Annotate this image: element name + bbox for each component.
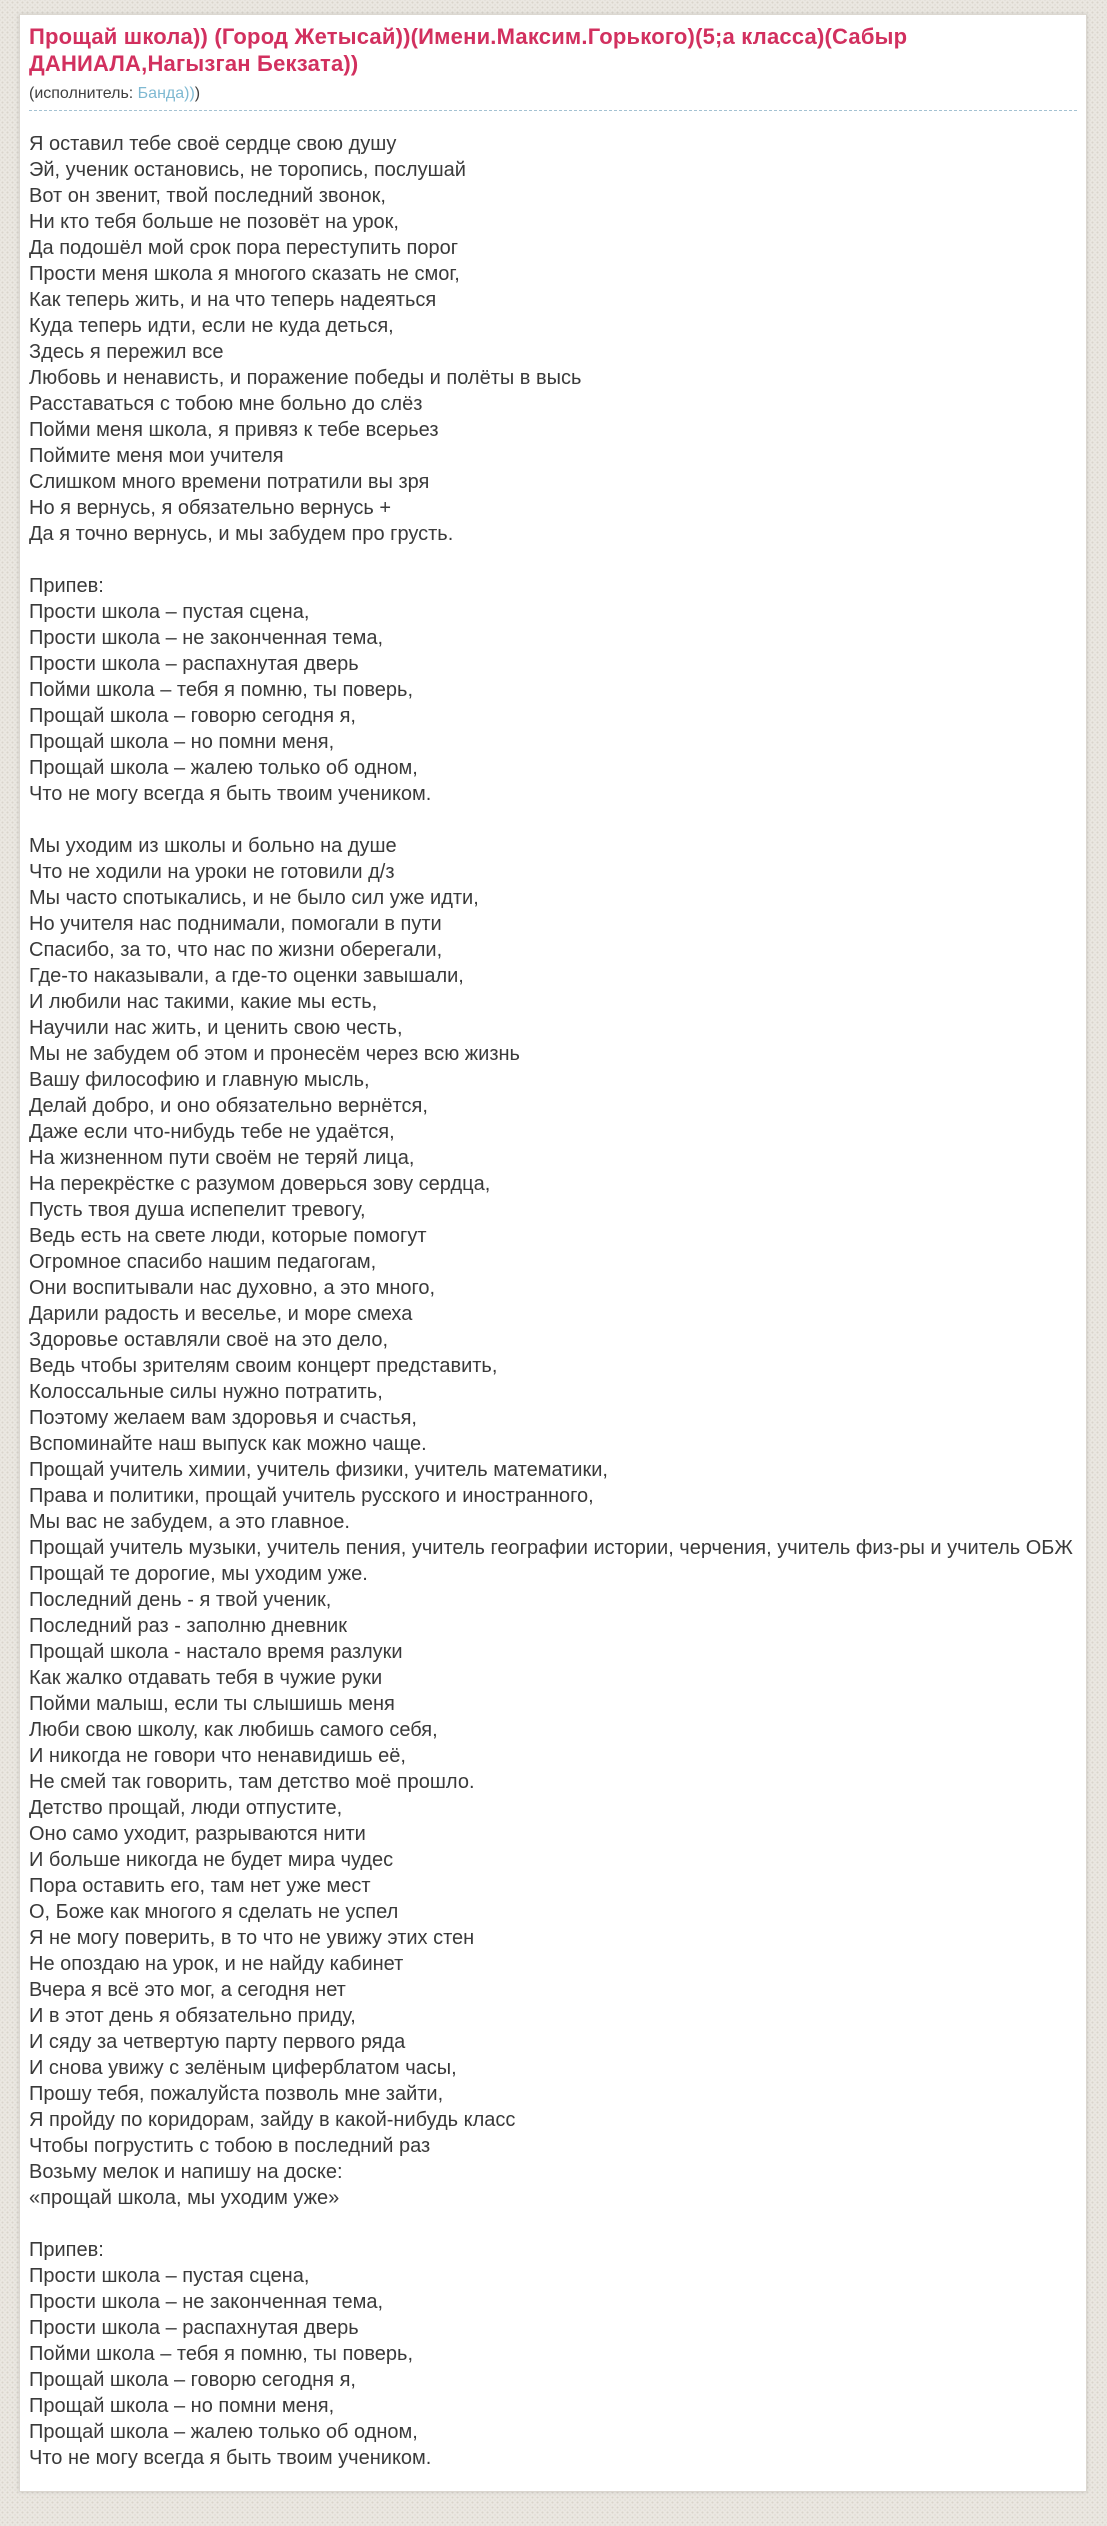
lyric-line: Не опоздаю на урок, и не найду кабинет [29, 1953, 404, 1975]
lyric-line: Спасибо, за то, что нас по жизни оберегали, [29, 939, 443, 961]
lyric-line: Прощай школа – говорю сегодня я, [29, 2369, 356, 2391]
lyric-line: И никогда не говори что ненавидишь её, [29, 1745, 406, 1767]
lyric-line: Прощай школа – говорю сегодня я, [29, 705, 356, 727]
lyric-line: Мы не забудем об этом и пронесём через всю жизнь [29, 1043, 520, 1065]
lyric-line: Пойми школа – тебя я помню, ты поверь, [29, 679, 414, 701]
lyric-line: Колоссальные силы нужно потратить, [29, 1381, 383, 1403]
lyric-line: Прощай школа – жалею только об одном, [29, 2421, 418, 2443]
lyric-line: И в этот день я обязательно приду, [29, 2005, 356, 2027]
lyric-line: Пойми меня школа, я привяз к тебе всерьез [29, 419, 439, 441]
lyric-line: Мы вас не забудем, а это главное. [29, 1511, 350, 1533]
lyric-line: Что не могу всегда я быть твоим учеником. [29, 783, 432, 805]
lyric-line: Поэтому желаем вам здоровья и счастья, [29, 1407, 417, 1429]
lyric-line: Прости меня школа я многого сказать не смог, [29, 263, 460, 285]
page-title: Прощай школа)) (Город Жетысай))(Имени.Максим.Горького)(5;а класса)(Сабыр ДАНИАЛА,Нагызган Бекзата)) [29, 24, 908, 76]
lyric-line: Прощай школа - настало время разлуки [29, 1641, 403, 1663]
lyric-line: Я не могу поверить, в то что не увижу этих стен [29, 1927, 475, 1949]
lyric-line: Я оставил тебе своё сердце свою душу [29, 133, 397, 155]
lyric-line: Научили нас жить, и ценить свою честь, [29, 1017, 403, 1039]
lyric-line: Прости школа – распахнутая дверь [29, 653, 359, 675]
lyric-line: Припев: [29, 2239, 104, 2261]
lyric-line: Вашу философию и главную мысль, [29, 1069, 370, 1091]
lyric-line: Ни кто тебя больше не позовёт на урок, [29, 211, 399, 233]
lyric-line: Что не могу всегда я быть твоим учеником. [29, 2447, 432, 2469]
lyric-line: Детство прощай, люди отпустите, [29, 1797, 343, 1819]
lyric-line: Не смей так говорить, там детство моё прошло. [29, 1771, 475, 1793]
lyric-line: Люби свою школу, как любишь самого себя, [29, 1719, 438, 1741]
lyric-line: Прощай учитель химии, учитель физики, учитель математики, [29, 1459, 608, 1481]
lyric-line: Пойми малыш, если ты слышишь меня [29, 1693, 395, 1715]
lyric-line: Поймите меня мои учителя [29, 445, 284, 467]
lyric-line: Они воспитывали нас духовно, а это много, [29, 1277, 436, 1299]
lyric-line: Прощай школа – но помни меня, [29, 2395, 335, 2417]
lyric-line: Прости школа – пустая сцена, [29, 2265, 310, 2287]
lyric-line: Где-то наказывали, а где-то оценки завышали, [29, 965, 464, 987]
lyric-line: Но учителя нас поднимали, помогали в пути [29, 913, 442, 935]
lyric-line [29, 807, 1077, 833]
lyric-line: Ведь есть на свете люди, которые помогут [29, 1225, 427, 1247]
lyrics-card [19, 14, 1087, 2492]
lyric-line: Прошу тебя, пожалуйста позволь мне зайти, [29, 2083, 444, 2105]
lyric-line: Последний раз - заполню дневник [29, 1615, 347, 1637]
lyric-line: Вчера я всё это мог, а сегодня нет [29, 1979, 346, 2001]
lyric-line: Расставаться с тобою мне больно до слёз [29, 393, 423, 415]
lyric-line: Последний день - я твой ученик, [29, 1589, 332, 1611]
lyric-line: Чтобы погрустить с тобою в последний раз [29, 2135, 431, 2157]
lyric-line: Права и политики, прощай учитель русского и иностранного, [29, 1485, 594, 1507]
lyric-line: Да я точно вернусь, и мы забудем про грусть. [29, 523, 454, 545]
lyric-line: Пусть твоя душа испепелит тревогу, [29, 1199, 366, 1221]
lyric-line: Делай добро, и оно обязательно вернётся, [29, 1095, 428, 1117]
lyric-line: Прощай школа – но помни меня, [29, 731, 335, 753]
lyric-line: Мы уходим из школы и больно на душе [29, 835, 397, 857]
lyric-line: Огромное спасибо нашим педагогам, [29, 1251, 377, 1273]
lyric-line: Что не ходили на уроки не готовили д/з [29, 861, 395, 883]
lyric-line: Вспоминайте наш выпуск как можно чаще. [29, 1433, 427, 1455]
lyric-line: Как теперь жить, и на что теперь надеяться [29, 289, 437, 311]
lyric-line: Ведь чтобы зрителям своим концерт представить, [29, 1355, 498, 1377]
lyric-line: И больше никогда не будет мира чудес [29, 1849, 394, 1871]
lyric-line: Но я вернусь, я обязательно вернусь + [29, 497, 392, 519]
lyric-line: О, Боже как многого я сделать не успел [29, 1901, 399, 1923]
lyric-line: Да подошёл мой срок пора переступить порог [29, 237, 459, 259]
lyric-line: Дарили радость и веселье, и море смеха [29, 1303, 413, 1325]
lyric-line: Эй, ученик остановись, не торопись, послушай [29, 159, 466, 181]
lyric-line: Возьму мелок и напишу на доске: [29, 2161, 343, 2183]
performer-link[interactable]: Банда)) [137, 85, 195, 102]
lyric-line: Я пройду по коридорам, зайду в какой-нибудь класс [29, 2109, 516, 2131]
lyrics-block [29, 131, 1077, 2471]
lyric-line: Прощай школа – жалею только об одном, [29, 757, 418, 779]
lyric-line: Оно само уходит, разрываются нити [29, 1823, 366, 1845]
title-separator [29, 110, 1077, 111]
lyric-line: На жизненном пути своём не теряй лица, [29, 1147, 415, 1169]
lyric-line: И любили нас такими, какие мы есть, [29, 991, 378, 1013]
lyric-line [29, 2211, 1077, 2237]
lyric-line: Здоровье оставляли своё на это дело, [29, 1329, 389, 1351]
lyric-line: Любовь и ненависть, и поражение победы и полёты в высь [29, 367, 582, 389]
lyric-line: Куда теперь идти, если не куда деться, [29, 315, 394, 337]
lyric-line: Прости школа – пустая сцена, [29, 601, 310, 623]
lyric-line [29, 547, 1077, 573]
lyric-line: Здесь я пережил все [29, 341, 224, 363]
lyric-line: Прощай те дорогие, мы уходим уже. [29, 1563, 368, 1585]
lyric-line: Слишком много времени потратили вы зря [29, 471, 430, 493]
lyric-line: Мы часто спотыкались, и не было сил уже идти, [29, 887, 479, 909]
lyric-line: Прощай учитель музыки, учитель пения, учитель географии истории, черчения, учитель физ-ры и учитель ОБЖ [29, 1537, 1073, 1559]
lyric-line: И снова увижу с зелёным циферблатом часы, [29, 2057, 457, 2079]
lyric-line: Вот он звенит, твой последний звонок, [29, 185, 386, 207]
lyric-line: Припев: [29, 575, 104, 597]
performer-suffix: ) [194, 85, 201, 102]
lyric-line: Как жалко отдавать тебя в чужие руки [29, 1667, 383, 1689]
lyric-line: Прости школа – не законченная тема, [29, 627, 384, 649]
lyric-line: Прости школа – не законченная тема, [29, 2291, 384, 2313]
lyric-line: Прости школа – распахнутая дверь [29, 2317, 359, 2339]
lyric-line: Даже если что-нибудь тебе не удаётся, [29, 1121, 395, 1143]
lyric-line: Пойми школа – тебя я помню, ты поверь, [29, 2343, 414, 2365]
lyric-line: «прощай школа, мы уходим уже» [29, 2187, 340, 2209]
lyric-line: И сяду за четвертую парту первого ряда [29, 2031, 406, 2053]
lyric-line: На перекрёстке с разумом доверься зову сердца, [29, 1173, 491, 1195]
performer-label: (исполнитель: [29, 85, 138, 102]
performer-line [29, 84, 1077, 104]
lyric-line: Пора оставить его, там нет уже мест [29, 1875, 371, 1897]
